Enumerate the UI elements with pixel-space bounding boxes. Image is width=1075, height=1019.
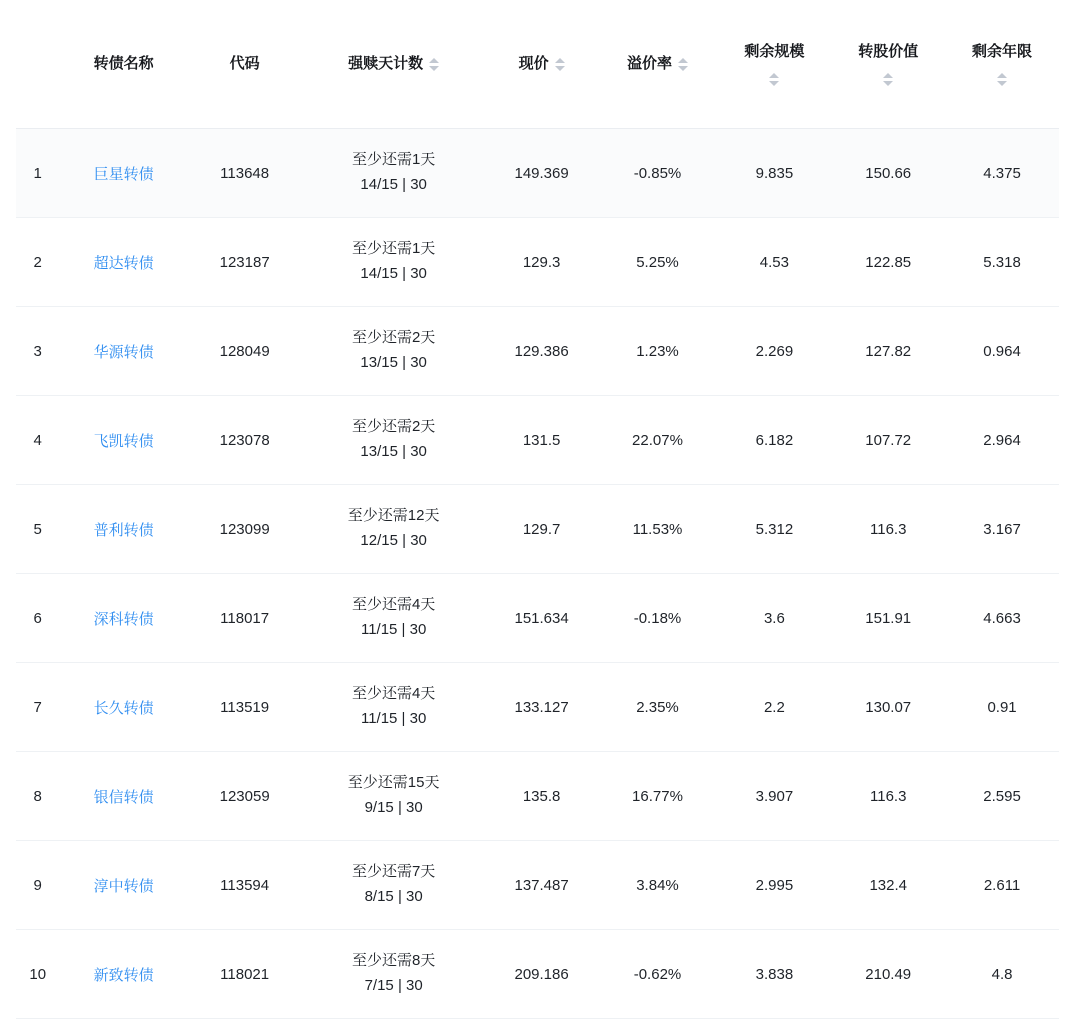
- cell-conversion-value: 127.82: [831, 307, 945, 396]
- column-label-scale: 剩余规模: [744, 43, 805, 61]
- cell-redeem-count: [302, 663, 486, 752]
- redeem-progress-text: 8/15 | 30: [364, 888, 423, 905]
- table-row[interactable]: [16, 485, 1059, 574]
- cell-premium: -0.18%: [597, 574, 717, 663]
- cell-index: 8: [16, 752, 59, 841]
- bond-name-link[interactable]: 飞凯转债: [93, 432, 154, 450]
- cell-price: 129.7: [486, 485, 598, 574]
- table-row[interactable]: [16, 218, 1059, 307]
- sort-icon-redeem-count[interactable]: [429, 58, 439, 71]
- column-label-redeem-count: 强赎天计数: [348, 54, 424, 72]
- table-row[interactable]: [16, 930, 1059, 1019]
- cell-scale: 3.838: [718, 930, 832, 1019]
- table-row[interactable]: [16, 841, 1059, 930]
- bond-name-link[interactable]: 巨星转债: [93, 165, 154, 183]
- bond-name-link[interactable]: 淳中转债: [93, 877, 154, 895]
- cell-index: 3: [16, 307, 59, 396]
- cell-conversion-value: 132.4: [831, 841, 945, 930]
- cell-bond-name[interactable]: [59, 307, 187, 396]
- cell-premium: 3.84%: [597, 841, 717, 930]
- cell-remaining-years: 0.91: [945, 663, 1059, 752]
- column-label-name: 转债名称: [93, 54, 154, 72]
- column-header-code: [188, 0, 302, 129]
- cell-scale: 2.2: [718, 663, 832, 752]
- cell-remaining-years: 2.964: [945, 396, 1059, 485]
- cell-bond-name[interactable]: [59, 930, 187, 1019]
- cell-conversion-value: 210.49: [831, 930, 945, 1019]
- redeem-days-text: 至少还需12天: [347, 507, 440, 525]
- cell-bond-name[interactable]: [59, 129, 187, 218]
- cell-code: 118021: [188, 930, 302, 1019]
- column-label-code: 代码: [229, 54, 260, 72]
- cell-premium: -0.62%: [597, 930, 717, 1019]
- bond-name-link[interactable]: 超达转债: [93, 254, 154, 272]
- cell-redeem-count: [302, 752, 486, 841]
- column-header-price[interactable]: [486, 0, 598, 129]
- cell-premium: 2.35%: [597, 663, 717, 752]
- redeem-days-text: 至少还需2天: [351, 329, 436, 347]
- redeem-days-text: 至少还需15天: [347, 774, 440, 792]
- cell-price: 135.8: [486, 752, 598, 841]
- column-label-conversion-value: 转股价值: [858, 43, 919, 61]
- cell-remaining-years: 5.318: [945, 218, 1059, 307]
- cell-premium: 16.77%: [597, 752, 717, 841]
- redeem-progress-text: 11/15 | 30: [360, 621, 427, 638]
- cell-bond-name[interactable]: [59, 218, 187, 307]
- table-row[interactable]: [16, 396, 1059, 485]
- table-row[interactable]: [16, 663, 1059, 752]
- redeem-days-text: 至少还需2天: [351, 418, 436, 436]
- cell-price: 137.487: [486, 841, 598, 930]
- cell-index: 10: [16, 930, 59, 1019]
- column-header-conversion-value[interactable]: [831, 0, 945, 129]
- cell-conversion-value: 116.3: [831, 485, 945, 574]
- cell-index: 7: [16, 663, 59, 752]
- redeem-days-text: 至少还需7天: [351, 863, 436, 881]
- cell-scale: 5.312: [718, 485, 832, 574]
- cell-price: 133.127: [486, 663, 598, 752]
- cell-bond-name[interactable]: [59, 663, 187, 752]
- cell-redeem-count: [302, 485, 486, 574]
- column-label-remaining-years: 剩余年限: [972, 43, 1033, 61]
- redeem-progress-text: 11/15 | 30: [360, 710, 427, 727]
- cell-redeem-count: [302, 574, 486, 663]
- cell-index: 1: [16, 129, 59, 218]
- cell-index: 5: [16, 485, 59, 574]
- table-header-row: [16, 0, 1059, 129]
- redeem-days-text: 至少还需4天: [351, 596, 436, 614]
- cell-scale: 3.6: [718, 574, 832, 663]
- cell-code: 123078: [188, 396, 302, 485]
- cell-premium: 5.25%: [597, 218, 717, 307]
- cell-premium: -0.85%: [597, 129, 717, 218]
- table-row[interactable]: [16, 752, 1059, 841]
- bond-name-link[interactable]: 深科转债: [93, 610, 154, 628]
- column-header-index: [16, 0, 59, 129]
- cell-bond-name[interactable]: [59, 485, 187, 574]
- cell-code: 113594: [188, 841, 302, 930]
- cell-conversion-value: 130.07: [831, 663, 945, 752]
- cell-scale: 2.269: [718, 307, 832, 396]
- cell-price: 129.386: [486, 307, 598, 396]
- column-label-premium: 溢价率: [626, 54, 672, 72]
- table-row[interactable]: [16, 129, 1059, 218]
- cell-remaining-years: 2.595: [945, 752, 1059, 841]
- sort-icon-conversion-value[interactable]: [883, 73, 893, 86]
- redeem-progress-text: 14/15 | 30: [360, 176, 427, 193]
- redeem-progress-text: 9/15 | 30: [364, 799, 423, 816]
- redeem-progress-text: 14/15 | 30: [360, 265, 427, 282]
- bond-name-link[interactable]: 华源转债: [93, 343, 154, 361]
- cell-conversion-value: 151.91: [831, 574, 945, 663]
- column-header-premium[interactable]: [597, 0, 717, 129]
- cell-code: 123187: [188, 218, 302, 307]
- cell-code: 118017: [188, 574, 302, 663]
- column-label-price: 现价: [518, 54, 549, 72]
- table-body: [16, 129, 1059, 1019]
- cell-code: 113519: [188, 663, 302, 752]
- cell-scale: 4.53: [718, 218, 832, 307]
- cell-redeem-count: [302, 129, 486, 218]
- cell-remaining-years: 4.8: [945, 930, 1059, 1019]
- cell-scale: 6.182: [718, 396, 832, 485]
- bond-name-link[interactable]: 长久转债: [93, 699, 154, 717]
- table-row[interactable]: [16, 307, 1059, 396]
- cell-remaining-years: 4.375: [945, 129, 1059, 218]
- redeem-progress-text: 13/15 | 30: [360, 354, 427, 371]
- convertible-bond-table: [16, 0, 1059, 1019]
- table-row[interactable]: [16, 574, 1059, 663]
- cell-code: 128049: [188, 307, 302, 396]
- cell-bond-name[interactable]: [59, 752, 187, 841]
- table-header: [16, 0, 1059, 129]
- column-header-remaining-years[interactable]: [945, 0, 1059, 129]
- sort-icon-premium[interactable]: [678, 58, 688, 71]
- column-header-scale[interactable]: [718, 0, 832, 129]
- redeem-progress-text: 12/15 | 30: [360, 532, 427, 549]
- bond-name-link[interactable]: 新致转债: [93, 966, 154, 984]
- cell-bond-name[interactable]: [59, 396, 187, 485]
- redeem-days-text: 至少还需8天: [351, 952, 436, 970]
- cell-premium: 11.53%: [597, 485, 717, 574]
- cell-remaining-years: 3.167: [945, 485, 1059, 574]
- cell-scale: 3.907: [718, 752, 832, 841]
- column-header-name: [59, 0, 187, 129]
- cell-remaining-years: 2.611: [945, 841, 1059, 930]
- cell-redeem-count: [302, 396, 486, 485]
- cell-redeem-count: [302, 841, 486, 930]
- cell-index: 9: [16, 841, 59, 930]
- cell-price: 149.369: [486, 129, 598, 218]
- redeem-days-text: 至少还需1天: [351, 240, 436, 258]
- cell-code: 113648: [188, 129, 302, 218]
- bond-name-link[interactable]: 普利转债: [93, 521, 154, 539]
- cell-price: 129.3: [486, 218, 598, 307]
- cell-code: 123059: [188, 752, 302, 841]
- redeem-progress-text: 13/15 | 30: [360, 443, 427, 460]
- cell-index: 2: [16, 218, 59, 307]
- cell-bond-name[interactable]: [59, 574, 187, 663]
- cell-remaining-years: 0.964: [945, 307, 1059, 396]
- redeem-days-text: 至少还需1天: [351, 151, 436, 169]
- cell-bond-name[interactable]: [59, 841, 187, 930]
- cell-conversion-value: 107.72: [831, 396, 945, 485]
- sort-icon-scale[interactable]: [769, 73, 779, 86]
- cell-price: 131.5: [486, 396, 598, 485]
- cell-conversion-value: 116.3: [831, 752, 945, 841]
- cell-conversion-value: 122.85: [831, 218, 945, 307]
- cell-premium: 22.07%: [597, 396, 717, 485]
- cell-premium: 1.23%: [597, 307, 717, 396]
- cell-redeem-count: [302, 307, 486, 396]
- sort-icon-remaining-years[interactable]: [997, 73, 1007, 86]
- column-header-redeem-count[interactable]: [302, 0, 486, 129]
- bond-name-link[interactable]: 银信转债: [93, 788, 154, 806]
- cell-price: 209.186: [486, 930, 598, 1019]
- cell-index: 6: [16, 574, 59, 663]
- cell-scale: 2.995: [718, 841, 832, 930]
- cell-scale: 9.835: [718, 129, 832, 218]
- sort-icon-price[interactable]: [555, 58, 565, 71]
- cell-code: 123099: [188, 485, 302, 574]
- cell-redeem-count: [302, 218, 486, 307]
- cell-conversion-value: 150.66: [831, 129, 945, 218]
- cell-remaining-years: 4.663: [945, 574, 1059, 663]
- redeem-progress-text: 7/15 | 30: [364, 977, 423, 994]
- cell-index: 4: [16, 396, 59, 485]
- cell-redeem-count: [302, 930, 486, 1019]
- redeem-days-text: 至少还需4天: [351, 685, 436, 703]
- cell-price: 151.634: [486, 574, 598, 663]
